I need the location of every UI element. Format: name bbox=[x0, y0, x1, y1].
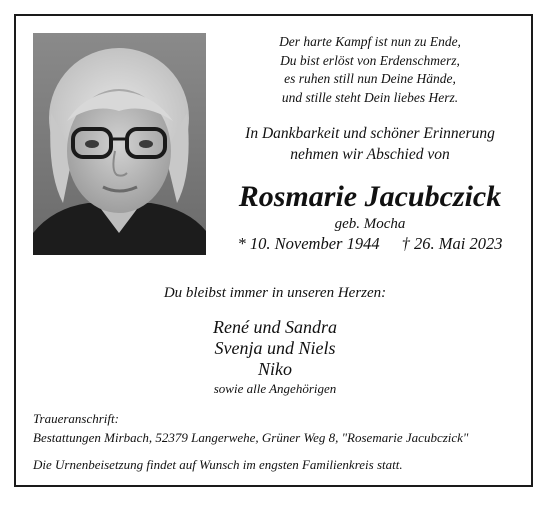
mourning-address bbox=[33, 410, 523, 447]
intro-line: In Dankbarkeit und schöner Erinnerung bbox=[245, 125, 495, 142]
death-date: † 26. Mai 2023 bbox=[401, 234, 503, 253]
mourner-name: René und Sandra bbox=[213, 317, 337, 337]
mourner-name: Svenja und Niels bbox=[214, 338, 336, 358]
poem-line: Du bist erlöst von Erdenschmerz, bbox=[280, 52, 460, 68]
deceased-name: Rosmarie Jacubczick bbox=[238, 180, 502, 213]
life-dates bbox=[210, 233, 530, 255]
portrait-photo bbox=[33, 33, 206, 255]
mourners-others: sowie alle Angehörigen bbox=[213, 381, 337, 396]
poem-line: Der harte Kampf ist nun zu Ende, bbox=[279, 34, 461, 49]
poem-line: es ruhen still nun Deine Hände, bbox=[284, 71, 456, 86]
mourners-list bbox=[125, 317, 425, 398]
birth-name: geb. Mocha bbox=[334, 216, 406, 232]
poem-line: und stille steht Dein liebes Herz. bbox=[281, 89, 459, 105]
address-text: Bestattungen Mirbach, 52379 Langerwehe, Grüner Weg 8, "Rosemarie Jacubczick" bbox=[33, 429, 469, 445]
remember-line: Du bleibst immer in unseren Herzen: bbox=[163, 285, 387, 301]
birth-date: * 10. November 1944 bbox=[237, 234, 380, 253]
burial-notice: Die Urnenbeisetzung findet auf Wunsch im engsten Familienkreis statt. bbox=[33, 457, 403, 472]
address-label: Traueranschrift: bbox=[33, 411, 119, 426]
poem bbox=[220, 33, 520, 107]
mourner-name: Niko bbox=[258, 359, 292, 379]
farewell-intro bbox=[210, 123, 530, 165]
intro-line: nehmen wir Abschied von bbox=[290, 146, 450, 163]
